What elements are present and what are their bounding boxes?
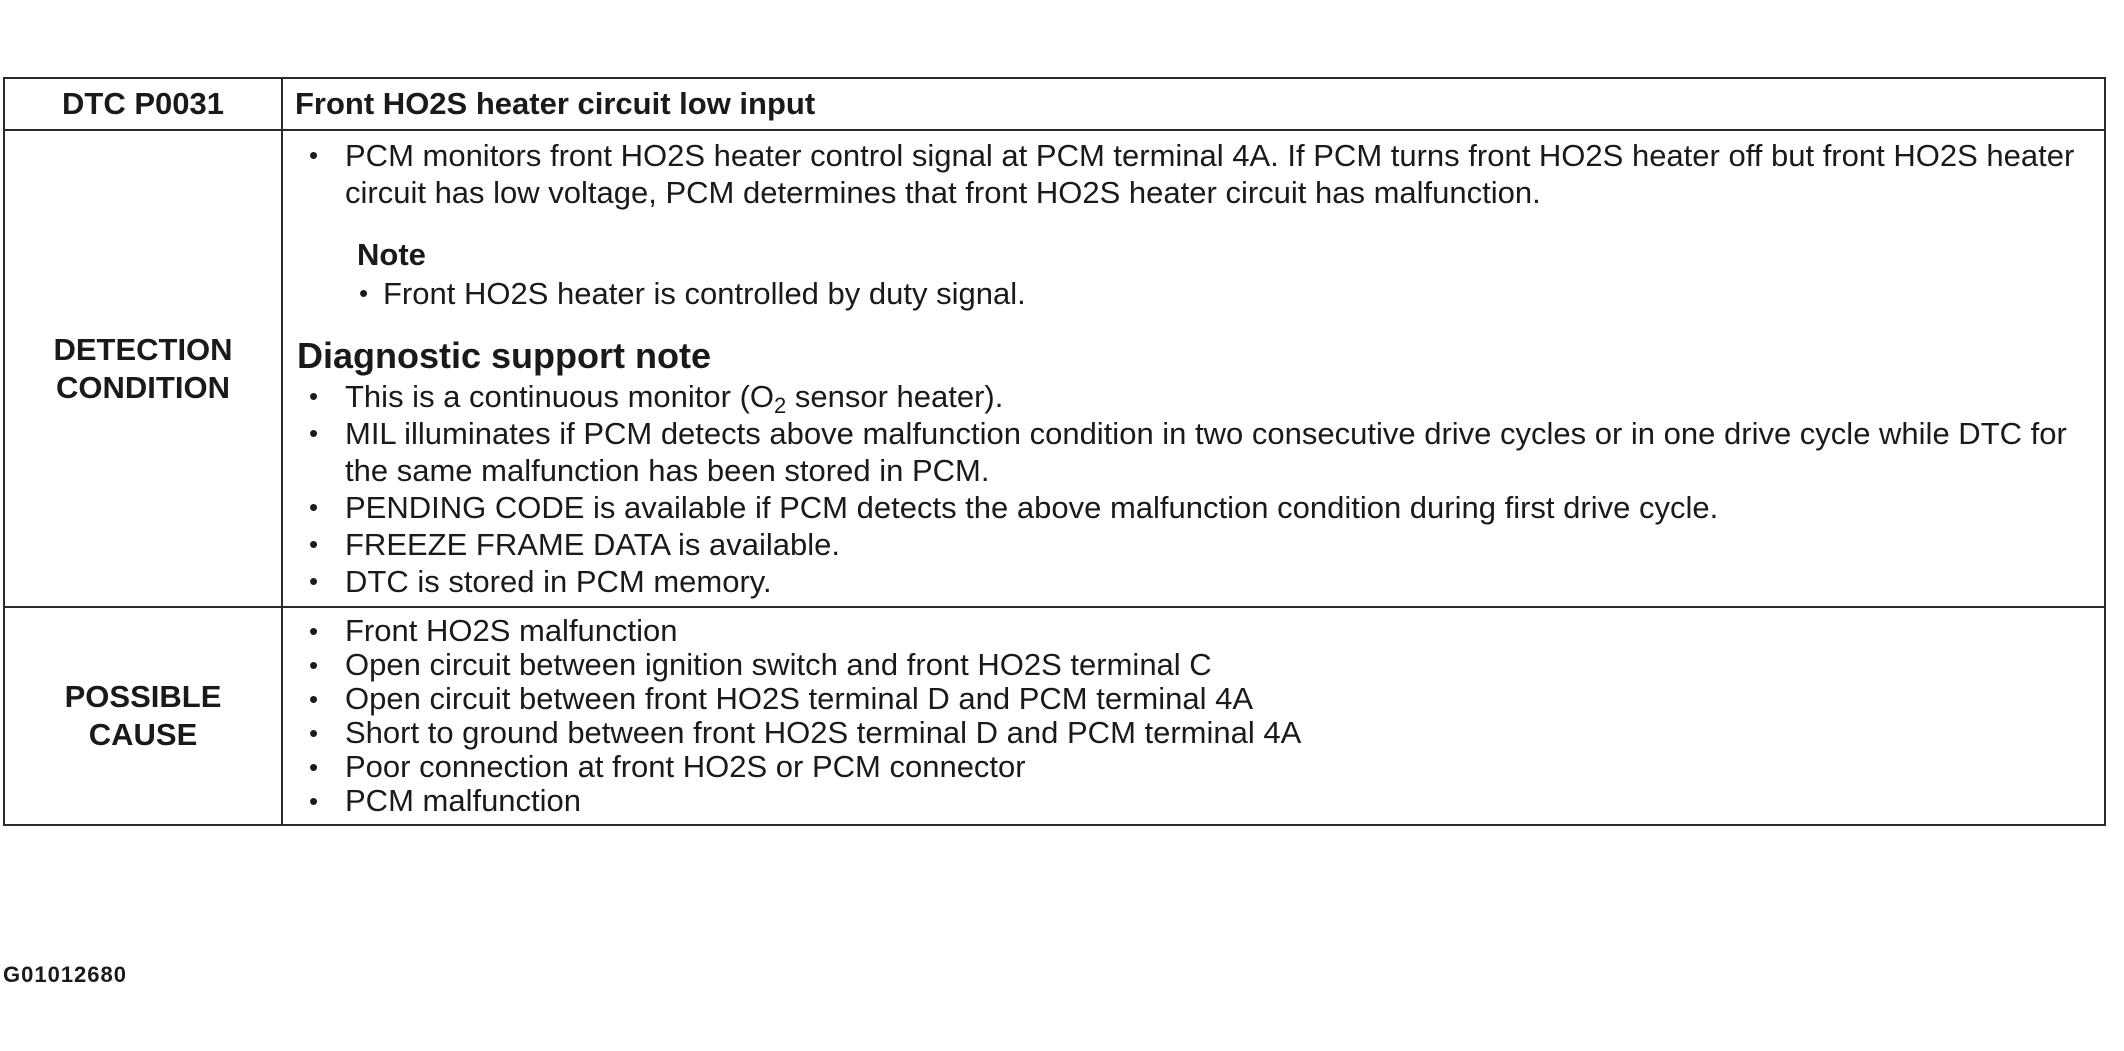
list-item: • MIL illuminates if PCM detects above malfunction condition in two consecutive drive cycles or in one drive cycle while DTC for the same malfunction has been stored in PCM. (309, 416, 2067, 488)
detection-bullets (295, 137, 2090, 211)
detection-row (4, 130, 2105, 607)
cause-bullets (295, 614, 2090, 818)
bullet-icon: • (309, 418, 319, 448)
bullet-icon: • (309, 566, 319, 596)
detection-condition-label (4, 130, 282, 607)
diagnostic-bullets (295, 378, 2090, 600)
possible-cause-content (282, 607, 2105, 825)
list-item: • Open circuit between front HO2S terminal D and PCM terminal 4A (309, 681, 1253, 716)
list-item: • Front HO2S malfunction (309, 613, 678, 648)
bullet-icon: • (309, 616, 319, 646)
cause-label-line1: POSSIBLE (64, 679, 222, 714)
bullet-icon: • (309, 140, 319, 170)
dtc-table (3, 77, 2106, 826)
bullet-icon: • (309, 718, 319, 748)
bullet-icon: • (309, 786, 319, 816)
bullet-icon: • (309, 492, 319, 522)
dtc-code: DTC P0031 (4, 78, 282, 130)
list-item: • PCM malfunction (309, 783, 582, 818)
diagnostic-support-note-title: Diagnostic support note (297, 335, 711, 376)
list-item: • Open circuit between ignition switch and front HO2S terminal C (309, 647, 1212, 682)
list-item: • This is a continuous monitor ($O_2$ sensor heater). (309, 379, 1004, 418)
list-item: • PENDING CODE is available if PCM detects the above malfunction condition during first drive cycle. (309, 490, 1719, 525)
note-title: Note (357, 237, 426, 272)
list-item: • Front HO2S heater is controlled by duty signal. (359, 276, 1026, 311)
dtc-title: Front HO2S heater circuit low input (282, 78, 2105, 130)
list-item: • DTC is stored in PCM memory. (309, 564, 772, 599)
figure-id: G01012680 (3, 962, 127, 987)
detection-label-line1: DETECTION (53, 331, 233, 367)
bullet-icon: • (359, 278, 369, 308)
detection-condition-content (282, 130, 2105, 607)
cause-label-line2: CAUSE (88, 717, 198, 752)
list-item: • PCM monitors front HO2S heater control signal at PCM terminal 4A. If PCM turns front HO2S heater off but front HO2S heater circuit has low voltage, PCM determines that front HO2S heater circuit has malfunction. (309, 138, 2075, 210)
possible-cause-row (4, 607, 2105, 825)
list-item: • FREEZE FRAME DATA is available. (309, 527, 840, 562)
bullet-icon: • (309, 684, 319, 714)
bullet-icon: • (309, 529, 319, 559)
bullet-icon: • (309, 381, 319, 411)
list-item: • Short to ground between front HO2S terminal D and PCM terminal 4A (309, 715, 1302, 750)
detection-label-line2: CONDITION (56, 369, 230, 405)
note-block (345, 235, 2090, 312)
possible-cause-label (4, 607, 282, 825)
note-bullets (345, 275, 2090, 312)
bullet-icon: • (309, 650, 319, 680)
bullet-icon: • (309, 752, 319, 782)
header-row (4, 78, 2105, 130)
list-item: • Poor connection at front HO2S or PCM connector (309, 749, 1026, 784)
